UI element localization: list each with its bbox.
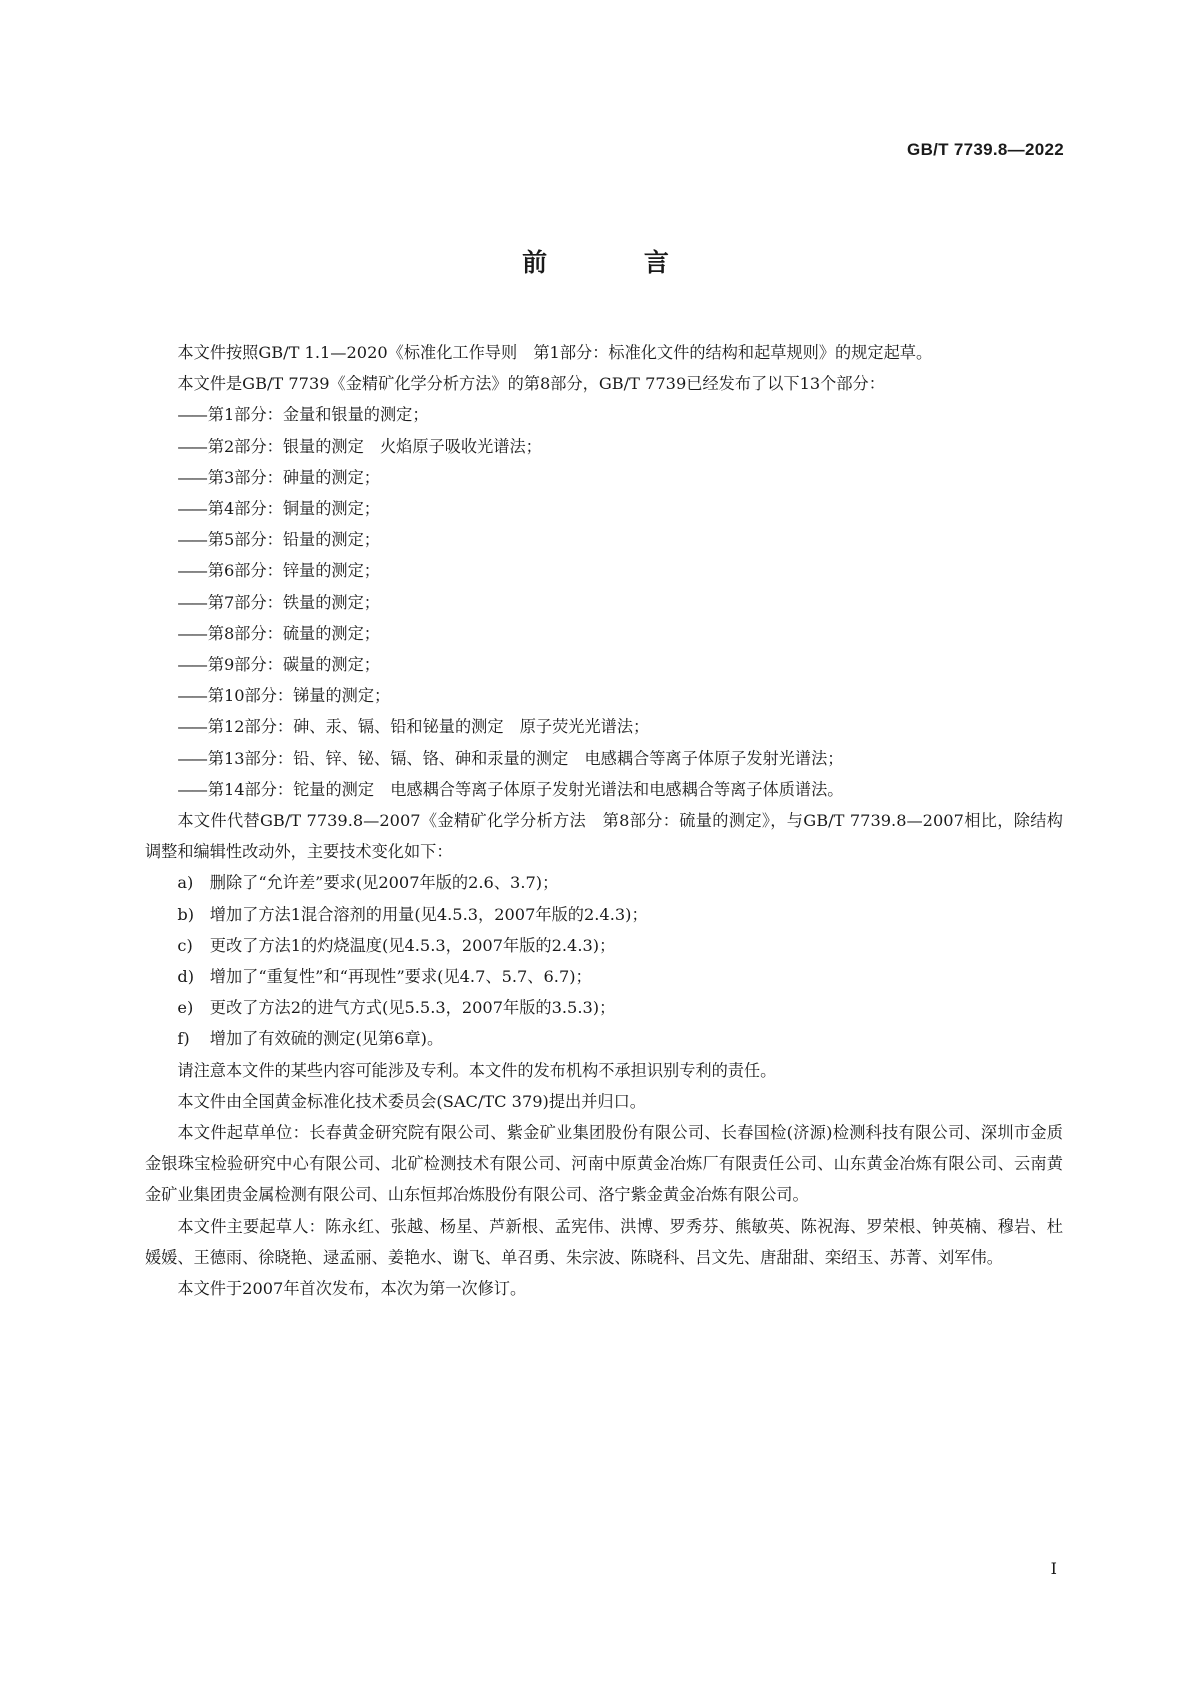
proposed-by: 本文件由全国黄金标准化技术委员会(SAC/TC 379)提出并归口。 xyxy=(177,1091,646,1111)
list-item xyxy=(145,930,1063,961)
list-item: —— 第9部分：碳量的测定； xyxy=(177,655,380,675)
list-marker: e) xyxy=(177,998,194,1018)
drafting-units: 本文件起草单位：长春黄金研究院有限公司、紫金矿业集团股份有限公司、长春国检(济源)检测科技有限公司、深圳市金质金银珠宝检验研究中心有限公司、北矿检测技术有限公司、河南中原黄金冶炼厂有限责任公司、山东黄金冶炼有限公司、云南黄金矿业集团贵金属检测有限公司、山东恒邦冶炼股份有限公司、洛宁紫金黄金冶炼有限公司。 xyxy=(145,1123,1063,1205)
foreword-body xyxy=(145,337,1063,1304)
list-item: —— 第1部分：金量和银量的测定； xyxy=(177,405,429,425)
list-item: —— 第7部分：铁量的测定； xyxy=(177,592,380,612)
list-item: —— 第12部分：砷、汞、镉、铅和铋量的测定 原子荧光光谱法； xyxy=(177,717,650,737)
list-marker: f) xyxy=(177,1029,190,1049)
change-text: 增加了有效硫的测定(见第6章)。 xyxy=(209,1029,444,1049)
part-text: 第7部分：铁量的测定； xyxy=(207,592,380,612)
replace-paragraph: 本文件代替GB/T 7739.8—2007《金精矿化学分析方法 第8部分：硫量的测定》，与GB/T 7739.8—2007相比，除结构调整和编辑性改动外，主要技术变化如下： xyxy=(145,811,1063,862)
part-text: 第2部分：银量的测定 火焰原子吸收光谱法； xyxy=(207,436,542,456)
part-text: 第1部分：金量和银量的测定； xyxy=(207,405,429,425)
part-text: 第13部分：铅、锌、铋、镉、铬、砷和汞量的测定 电感耦合等离子体原子发射光谱法； xyxy=(207,748,844,768)
part-text: 第6部分：锌量的测定； xyxy=(207,561,380,581)
list-marker: d) xyxy=(177,967,195,987)
list-item xyxy=(145,1023,1063,1054)
series-paragraph: 本文件是GB/T 7739《金精矿化学分析方法》的第8部分，GB/T 7739已经发布了以下13个部分： xyxy=(177,374,885,394)
page-title: 前 言 xyxy=(522,248,713,277)
list-item: —— 第14部分：铊量的测定 电感耦合等离子体原子发射光谱法和电感耦合等离子体质谱法。 xyxy=(177,779,844,799)
list-item: —— 第10部分：锑量的测定； xyxy=(177,686,391,706)
list-item: —— 第3部分：砷量的测定； xyxy=(177,467,380,487)
patent-notice: 请注意本文件的某些内容可能涉及专利。本文件的发布机构不承担识别专利的责任。 xyxy=(177,1060,777,1080)
list-item: —— 第8部分：硫量的测定； xyxy=(177,623,380,643)
drafters: 本文件主要起草人：陈永红、张越、杨星、芦新根、孟宪伟、洪博、罗秀芬、熊敏英、陈祝海、罗荣根、钟英楠、穆岩、杜媛媛、王德雨、徐晓艳、逯孟丽、姜艳水、谢飞、单召勇、朱宗波、陈晓科、吕文先、唐甜甜、栾绍玉、苏菁、刘军伟。 xyxy=(145,1216,1063,1267)
revision-history: 本文件于2007年首次发布，本次为第一次修订。 xyxy=(177,1279,527,1299)
change-text: 更改了方法1的灼烧温度(见4.5.3，2007年版的2.4.3)； xyxy=(209,935,616,955)
part-text: 第12部分：砷、汞、镉、铅和铋量的测定 原子荧光光谱法； xyxy=(207,717,650,737)
part-text: 第9部分：碳量的测定； xyxy=(207,655,380,675)
list-item xyxy=(145,992,1063,1023)
change-text: 增加了“重复性”和“再现性”要求(见4.7、5.7、6.7)； xyxy=(209,967,592,987)
change-text: 增加了方法1混合溶剂的用量(见4.5.3，2007年版的2.4.3)； xyxy=(209,904,648,924)
list-item: —— 第5部分：铅量的测定； xyxy=(177,530,380,550)
list-marker: c) xyxy=(177,935,193,955)
part-text: 第10部分：锑量的测定； xyxy=(207,686,391,706)
change-text: 删除了“允许差”要求(见2007年版的2.6、3.7)； xyxy=(209,873,559,893)
list-item xyxy=(145,961,1063,992)
change-text: 更改了方法2的进气方式(见5.5.3，2007年版的3.5.3)； xyxy=(209,998,616,1018)
list-item: —— 第4部分：铜量的测定； xyxy=(177,499,380,519)
list-item xyxy=(145,867,1063,898)
list-marker: b) xyxy=(177,904,195,924)
list-item: —— 第13部分：铅、锌、铋、镉、铬、砷和汞量的测定 电感耦合等离子体原子发射光谱法； xyxy=(177,748,844,768)
part-text: 第14部分：铊量的测定 电感耦合等离子体原子发射光谱法和电感耦合等离子体质谱法。 xyxy=(207,779,844,799)
part-text: 第8部分：硫量的测定； xyxy=(207,623,380,643)
standard-code: GB/T 7739.8—2022 xyxy=(907,140,1064,159)
list-item xyxy=(145,899,1063,930)
list-item: —— 第6部分：锌量的测定； xyxy=(177,561,380,581)
page-number: I xyxy=(1050,1559,1057,1578)
scope-paragraph: 本文件按照GB/T 1.1—2020《标准化工作导则 第1部分：标准化文件的结构和起草规则》的规定起草。 xyxy=(177,343,933,362)
part-text: 第4部分：铜量的测定； xyxy=(207,499,380,519)
list-marker: a) xyxy=(177,873,194,893)
part-text: 第5部分：铅量的测定； xyxy=(207,530,380,550)
list-item: —— 第2部分：银量的测定 火焰原子吸收光谱法； xyxy=(177,436,542,456)
part-text: 第3部分：砷量的测定； xyxy=(207,467,380,487)
